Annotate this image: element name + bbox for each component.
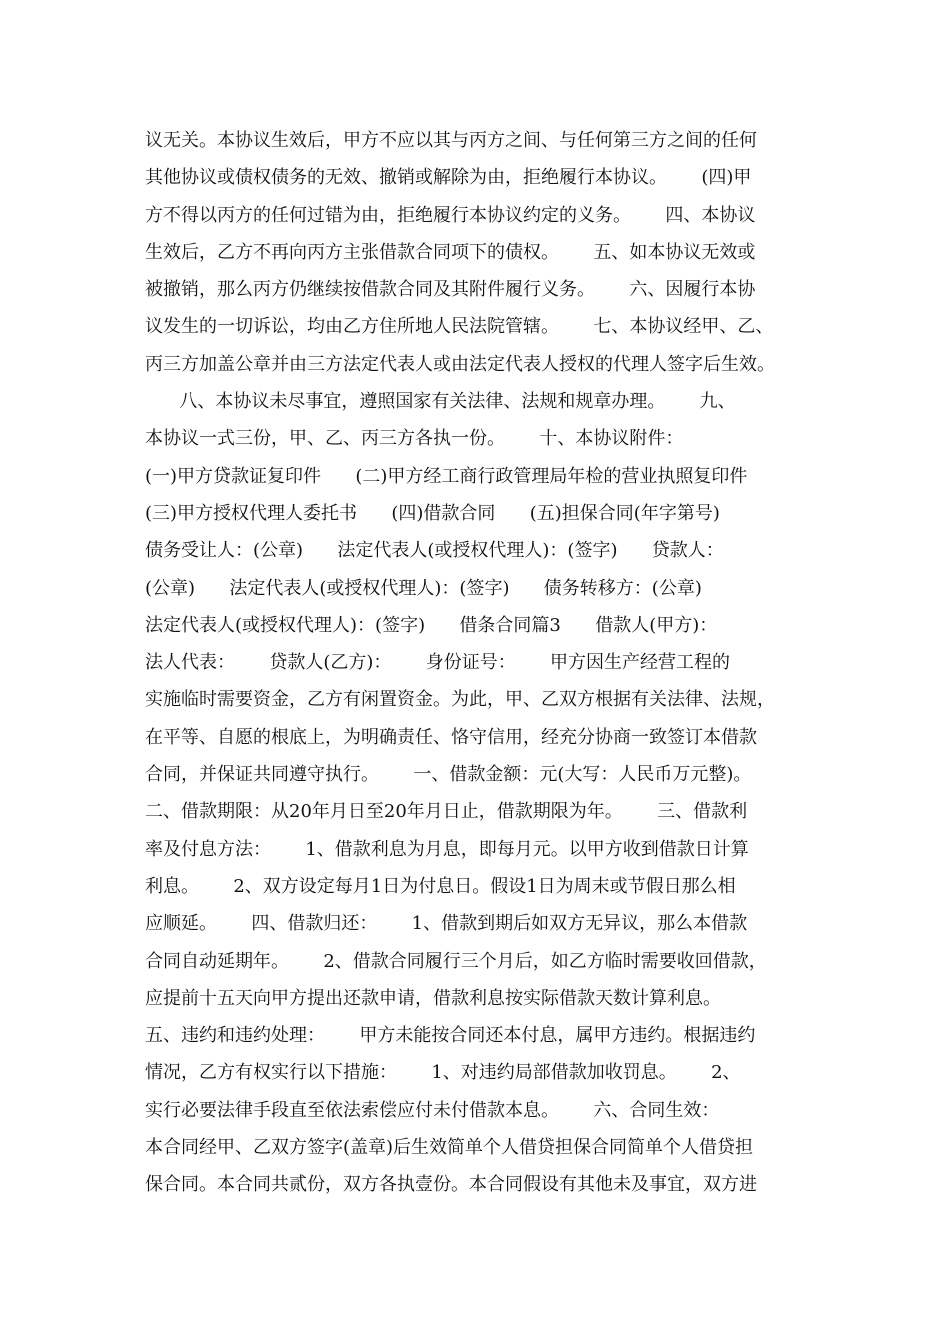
text-line: 应提前十五天向甲方提出还款申请，借款利息按实际借款天数计算利息。 [145,987,721,1009]
text-line: 合同自动延期年。 2、借款合同履行三个月后，如乙方临时需要收回借款， [145,950,767,972]
text-line: 八、本协议未尽事宜，遵照国家有关法律、法规和规章办理。 九、 [145,391,736,413]
text-line: 率及付息方法： 1、借款利息为月息，即每月元。以甲方收到借款日计算 [145,838,749,860]
text-line: (一)甲方贷款证复印件 (二)甲方经工商行政管理局年检的营业执照复印件 [145,465,748,487]
text-line: (公章) 法定代表人(或授权代理人)：(签字) 债务转移方：(公章) [145,577,702,599]
text-line: 方不得以丙方的任何过错为由，拒绝履行本协议约定的义务。 四、本协议 [145,204,756,226]
text-line: 债务受让人：(公章) 法定代表人(或授权代理人)：(签字) 贷款人： [145,540,724,562]
text-line: 丙三方加盖公章并由三方法定代表人或由法定代表人授权的代理人签字后生效。 [145,353,775,375]
text-line: 议发生的一切诉讼，均由乙方住所地人民法院管辖。 七、本协议经甲、乙、 [145,316,774,338]
text-line: 合同，并保证共同遵守执行。 一、借款金额：元(大写：人民币万元整)。 [145,764,752,786]
text-line: 本合同经甲、乙双方签字(盖章)后生效简单个人借贷担保合同简单个人借贷担 [145,1137,754,1159]
body-text [145,122,825,1204]
text-line: 实施临时需要资金，乙方有闲置资金。为此，甲、乙双方根据有关法律、法规， [145,689,775,711]
text-line: 被撤销，那么丙方仍继续按借款合同及其附件履行义务。 六、因履行本协 [145,279,756,301]
text-line: 生效后，乙方不再向丙方主张借款合同项下的债权。 五、如本协议无效或 [145,241,756,263]
text-line: 法人代表： 贷款人(乙方)： 身份证号： 甲方因生产经营工程的 [145,652,731,674]
text-line: 五、违约和违约处理： 甲方未能按合同还本付息，属甲方违约。根据违约 [145,1025,756,1047]
text-line: 议无关。本协议生效后，甲方不应以其与丙方之间、与任何第三方之间的任何 [145,130,757,151]
text-line: 情况，乙方有权实行以下措施： 1、对违约局部借款加收罚息。 2、 [145,1062,741,1084]
text-line: (三)甲方授权代理人委托书 (四)借款合同 (五)担保合同(年字第号) [145,502,720,524]
text-line: 二、借款期限：从20年月日至20年月日止，借款期限为年。 三、借款利 [145,801,748,823]
text-line: 利息。 2、双方设定每月1日为付息日。假设1日为周末或节假日那么相 [145,875,736,897]
text-line: 保合同。本合同共贰份，双方各执壹份。本合同假设有其他未及事宜，双方进 [145,1174,757,1196]
text-line: 本协议一式三份，甲、乙、丙三方各执一份。 十、本协议附件： [145,428,684,450]
text-line: 法定代表人(或授权代理人)：(签字) 借条合同篇3 借款人(甲方)： [145,614,718,636]
text-line: 应顺延。 四、借款归还： 1、借款到期后如双方无异议，那么本借款 [145,913,748,935]
text-line: 在平等、自愿的根底上，为明确责任、恪守信用，经充分协商一致签订本借款 [145,726,757,748]
text-line: 其他协议或债权债务的无效、撤销或解除为由，拒绝履行本协议。 (四)甲 [145,167,752,189]
text-line: 实行必要法律手段直至依法索偿应付未付借款本息。 六、合同生效： [145,1099,720,1121]
